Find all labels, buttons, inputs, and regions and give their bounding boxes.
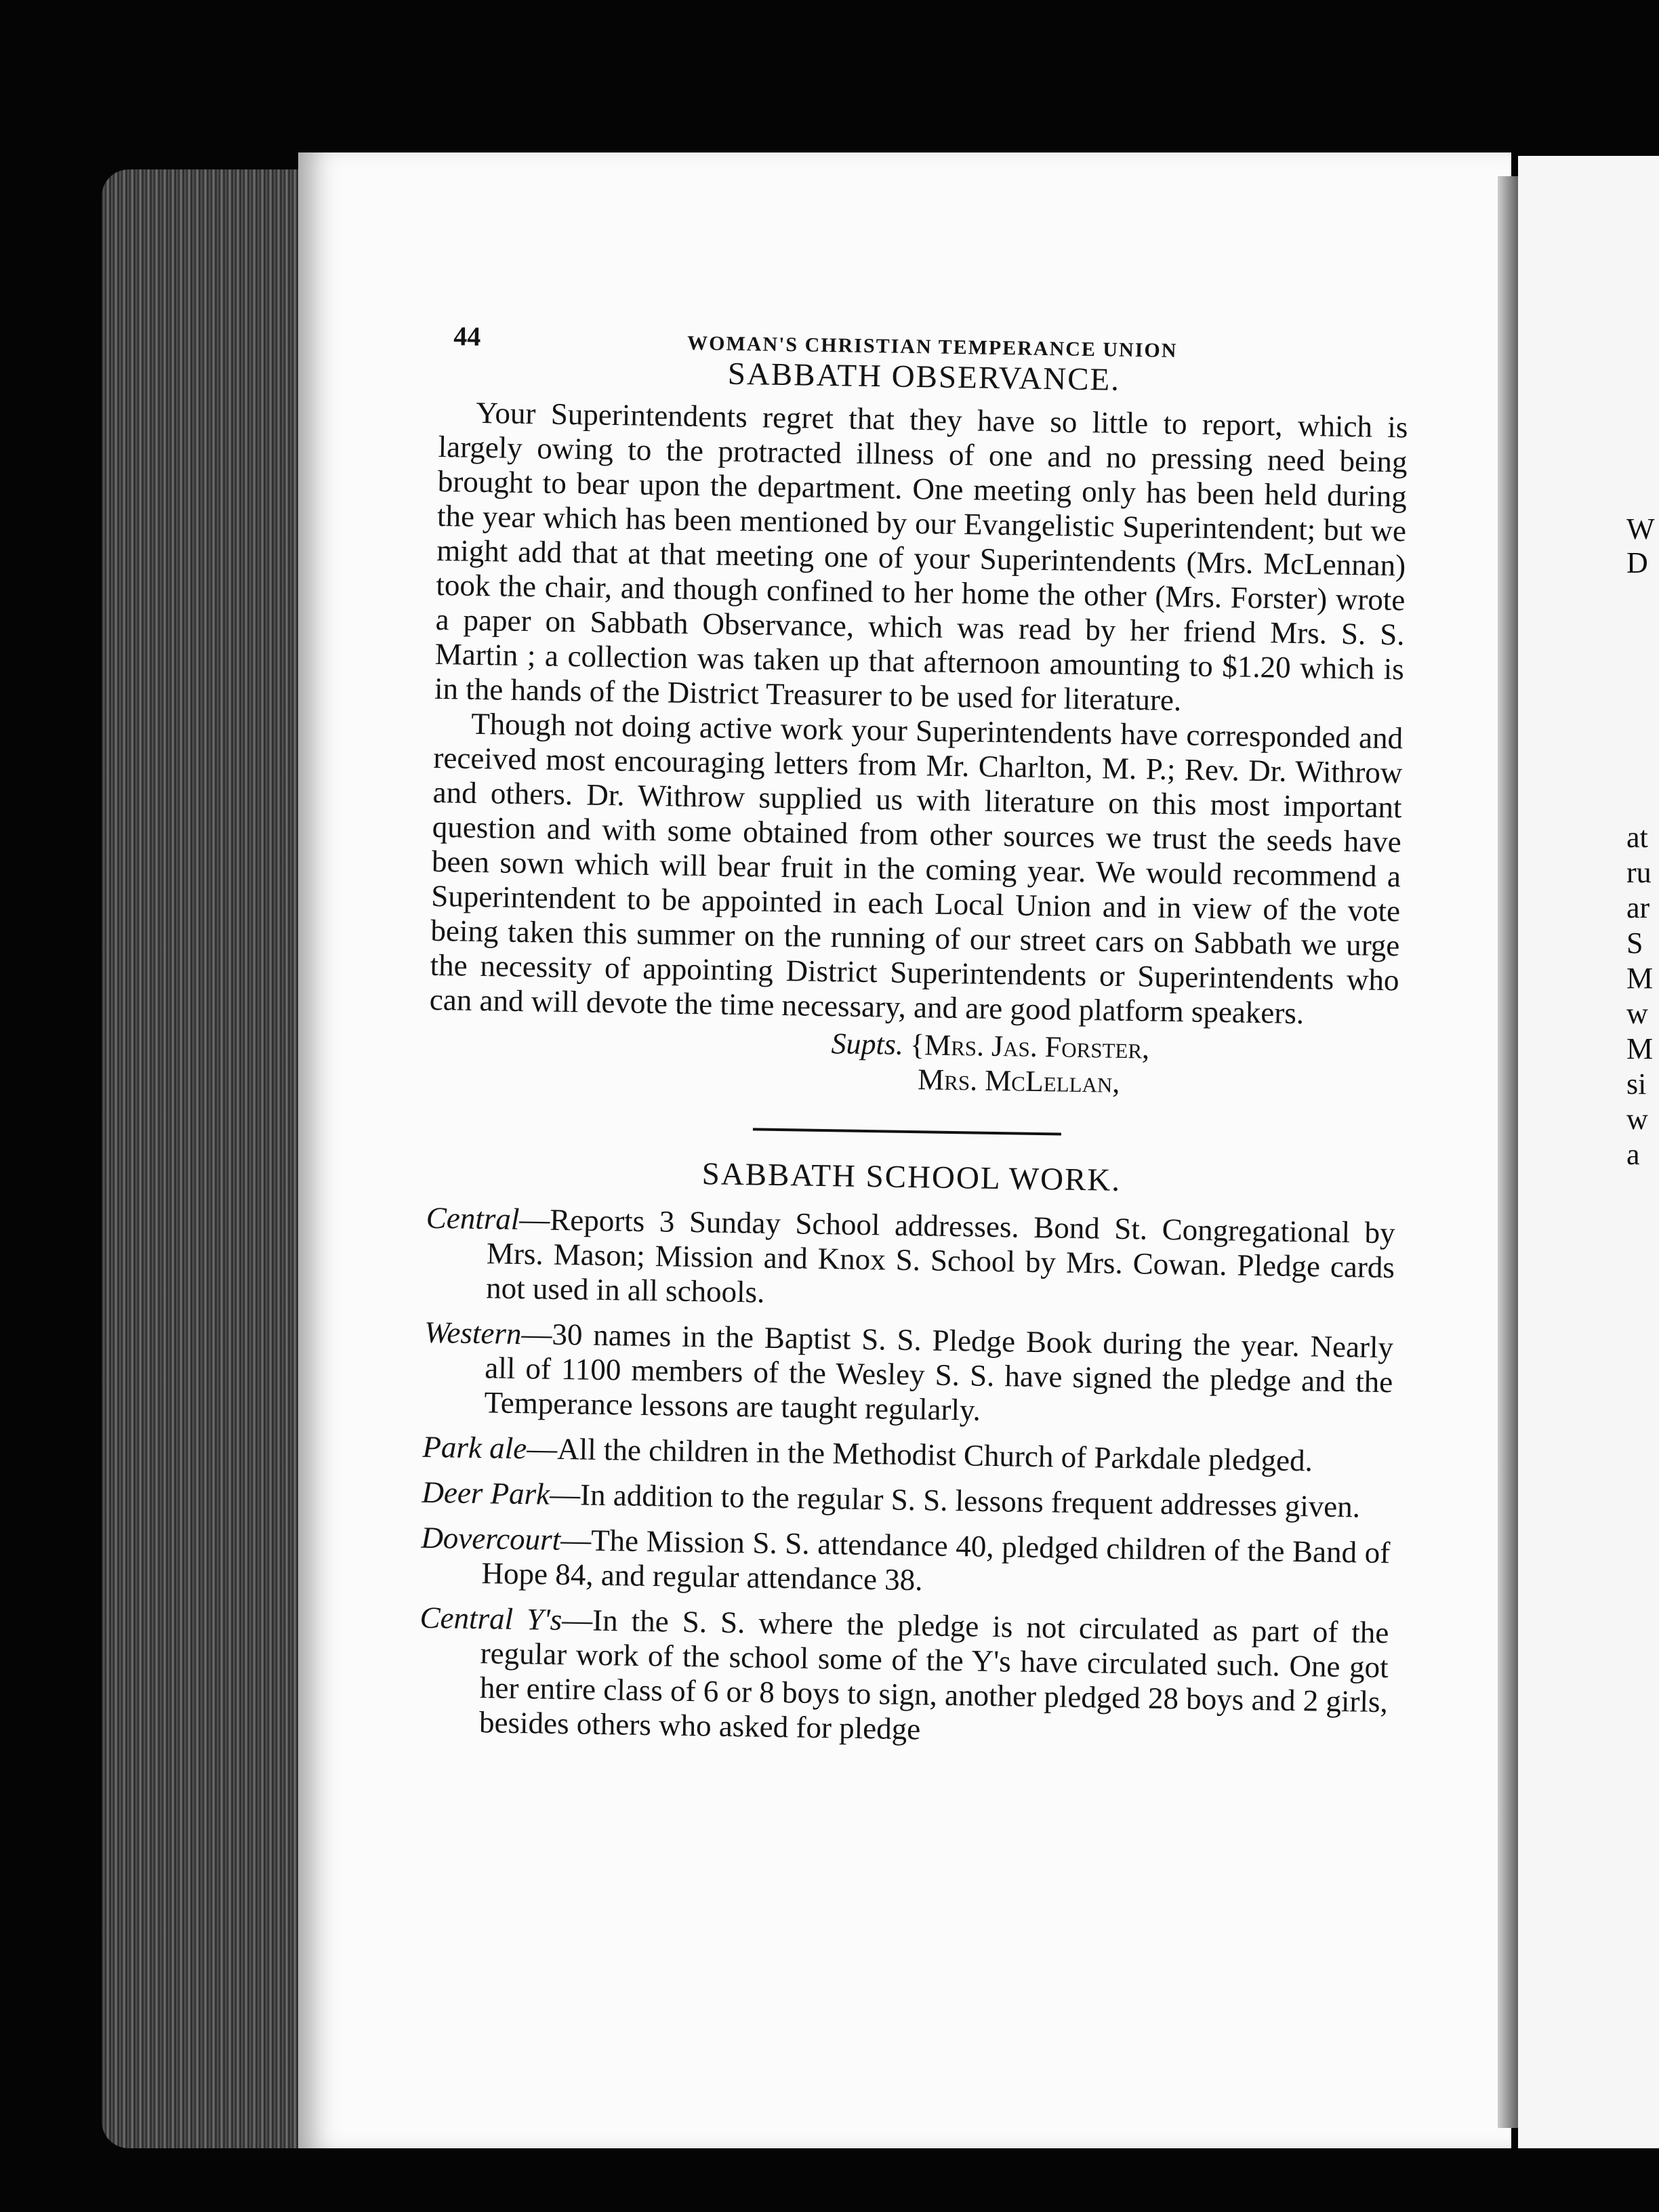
facing-page-fragment: M xyxy=(1626,962,1654,995)
page-content xyxy=(418,305,1410,1765)
entry-text: In addition to the regular S. S. lessons frequent addresses given. xyxy=(579,1477,1361,1524)
report-entry: Western—30 names in the Baptist S. S. Pledge Book during the year. Nearly all of 1100 members of the Wesley S. S. have signed the pledge and the Temperance lessons are taught regularly. xyxy=(424,1315,1394,1427)
section-title-sabbath-observance: SABBATH OBSERVANCE. xyxy=(727,356,1121,398)
signature-block xyxy=(428,1020,1398,1104)
entry-text: 30 names in the Baptist S. S. Pledge Book during the year. Nearly all of 1100 members of the Wesley S. S. have signed the pledge and the Temperance lessons are taught regularly. xyxy=(484,1317,1394,1427)
signature-label: Supts. xyxy=(831,1027,904,1061)
entry-place: Central xyxy=(426,1200,520,1236)
report-entry: Central—Reports 3 Sunday School addresses. Bond St. Congregational by Mrs. Mason; Mission and Knox S. School by Mrs. Cowan. Pledge cards not used in all schools. xyxy=(426,1200,1396,1309)
entry-text: Reports 3 Sunday School addresses. Bond St. Congregational by Mrs. Mason; Mission and Knox S. School by Mrs. Cowan. Pledge cards not used in all schools. xyxy=(485,1202,1396,1309)
facing-page-fragment: at xyxy=(1626,821,1648,854)
report-entry: Dovercourt—The Mission S. S. attendance 40, pledged children of the Band of Hope 84, and regular attendance 38. xyxy=(421,1520,1391,1597)
entry-text: All the children in the Methodist Church of Parkdale pledged. xyxy=(556,1431,1313,1478)
signature-name: Mrs. McLellan, xyxy=(917,1063,1120,1099)
facing-page-fragment: D xyxy=(1626,546,1648,579)
page-number: 44 xyxy=(453,321,481,352)
section-title-sabbath-school-work: SABBATH SCHOOL WORK. xyxy=(701,1156,1122,1198)
entry-place: Central Y's xyxy=(419,1600,562,1637)
body-paragraph: Your Superintendents regret that they have so little to report, which is largely owing to the protracted illness of one and no pressing need being brought to bear upon the department. One meeting only has been held during the year which has been mentioned by our Evangelistic Superintendent; but we might add that at that meeting one of your Superintendents (Mrs. McLennan) took the chair, and though confined to her home the other (Mrs. Forster) wrote a paper on Sabbath Observance, which was read by her friend Mrs. S. S. Martin ; a collection was taken up that afternoon amounting to $1.20 which is in the hands of the District Treasurer to be used for literature. xyxy=(434,395,1408,718)
report-entry: Deer Park—In addition to the regular S. S. lessons frequent addresses given. xyxy=(422,1475,1361,1524)
section-divider xyxy=(753,1128,1061,1135)
facing-page-fragment: si xyxy=(1626,1067,1647,1101)
report-entry: Central Y's—In the S. S. where the pledge is not circulated as part of the regular work of the school some of the Y's have circulated such. One got her entire class of 6 or 8 boys to sign, another pledged 28 boys and 2 girls, besides others who asked for pledge xyxy=(419,1600,1389,1746)
facing-page-fragment: ar xyxy=(1626,891,1650,924)
entry-place: Park ale xyxy=(422,1429,527,1466)
entry-place: Dovercourt xyxy=(421,1520,561,1557)
book-page-edges xyxy=(102,169,305,2148)
facing-page-fragment: a xyxy=(1626,1138,1640,1171)
running-head: WOMAN'S CHRISTIAN TEMPERANCE UNION xyxy=(687,331,1178,363)
body-paragraph: Though not doing active work your Superintendents have corresponded and received most encouraging letters from Mr. Charlton, M. P.; Rev. Dr. Withrow and others. Dr. Withrow supplied us with literature on this most important question and with some obtained from other sources we trust the seeds have been sown which will bear fruit in the coming year. We would recommend a Superintendent to be appointed in each Local Union and in view of the vote being taken this summer on the running of our street cars on Sabbath we urge the necessity of appointing District Superintendents or Superintendents who can and will devote the time necessary, and are good platform speakers. xyxy=(429,706,1404,1031)
report-entry: Park ale—All the children in the Methodist Church of Parkdale pledged. xyxy=(422,1429,1313,1478)
facing-page-fragment: M xyxy=(1626,1032,1654,1065)
facing-page-fragment: W xyxy=(1626,512,1655,546)
entry-text: In the S. S. where the pledge is not circulated as part of the regular work of the school some of the Y's have circulated such. One got her entire class of 6 or 8 boys to sign, another pledged 28 boys and 2 girls, besides others who asked for pledge xyxy=(478,1603,1389,1746)
facing-page-fragment: S xyxy=(1626,926,1643,960)
signature-name: {Mrs. Jas. Forster, xyxy=(909,1028,1150,1065)
entry-place: Deer Park xyxy=(422,1475,550,1511)
entry-text: The Mission S. S. attendance 40, pledged children of the Band of Hope 84, and regular attendance 38. xyxy=(481,1523,1391,1597)
facing-page-fragment: w xyxy=(1626,997,1648,1030)
facing-page-fragment: w xyxy=(1626,1103,1648,1136)
entry-place: Western xyxy=(424,1315,522,1351)
facing-page-fragment: ru xyxy=(1626,856,1652,889)
